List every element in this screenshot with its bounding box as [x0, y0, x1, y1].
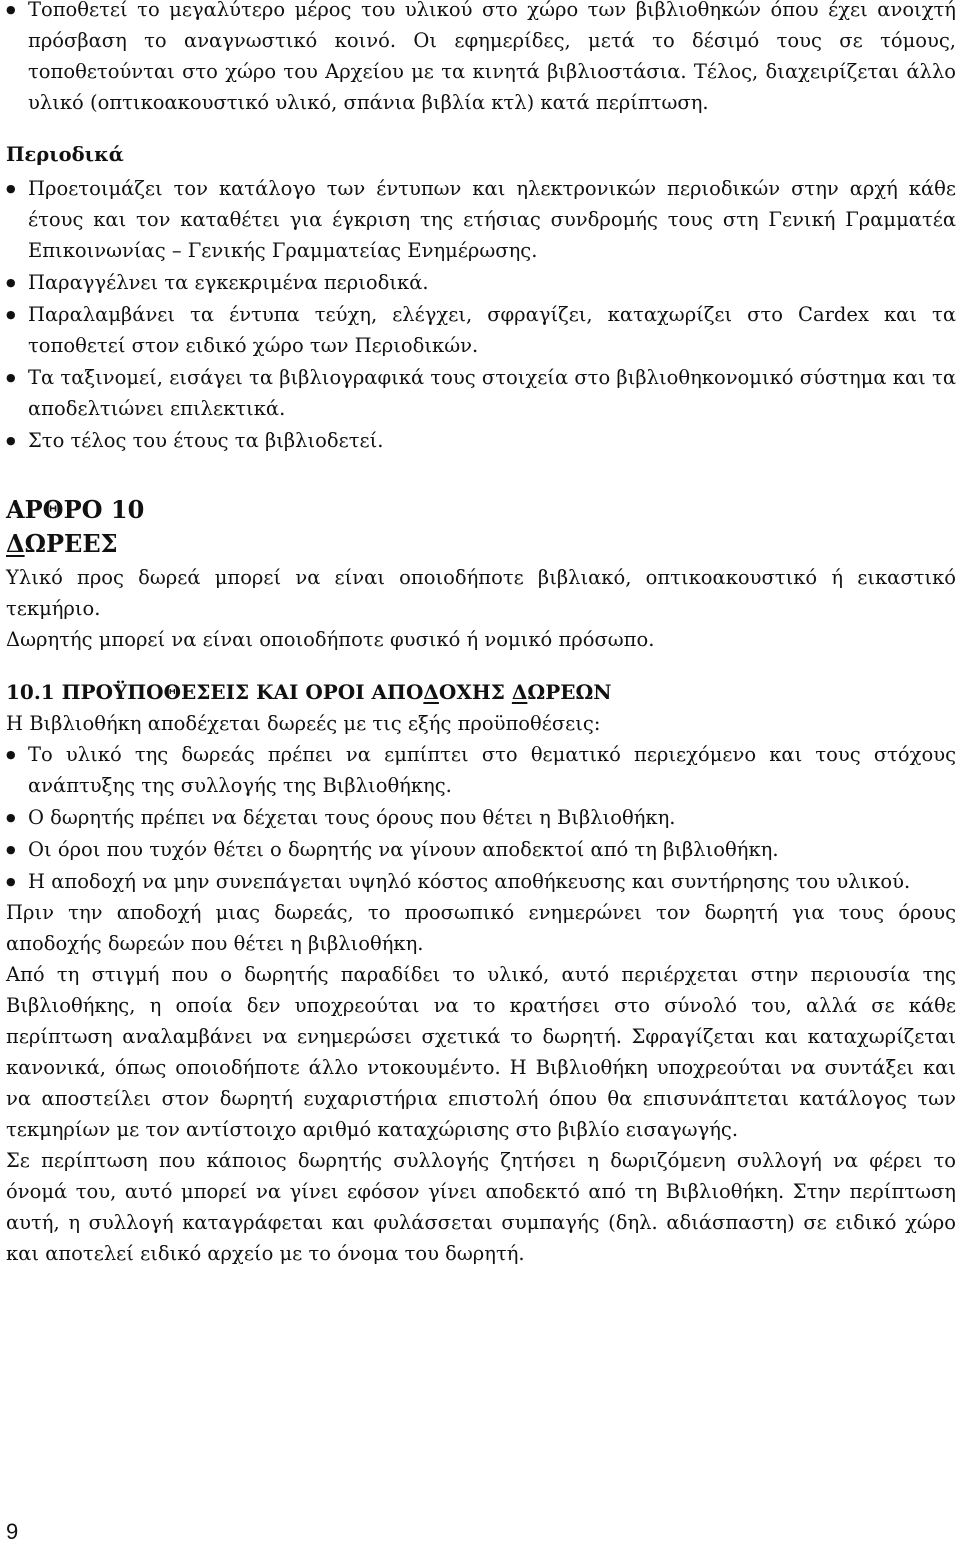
document-page — [6, 0, 956, 1269]
article-title-rest: ΩΡΕΕΣ — [24, 529, 118, 558]
article-intro-1: Υλικό προς δωρεά μπορεί να είναι οποιοδήποτε βιβλιακό, οπτικοακουστικό ή εικαστικό τεκμήριο. — [6, 566, 956, 620]
section-heading-part: Δ — [511, 680, 528, 704]
body-paragraph: Πριν την αποδοχή μιας δωρεάς, το προσωπικό ενημερώνει τον δωρητή για τους όρους αποδοχής δωρεών που θέτει η βιβλιοθήκη. — [6, 901, 956, 955]
list-item: ● Τοποθετεί το μεγαλύτερο μέρος του υλικού στο χώρο των βιβλιοθηκών όπου έχει ανοιχτή πρόσβαση το αναγνωστικό κοινό. Οι εφημερίδες, μετά το δέσιμό τους σε τόμους, τοποθετούνται στο χώρο του Αρχείου με τα κινητά βιβλιοστάσια. Τέλος, διαχειρίζεται άλλο υλικό (οπτικοακουστικό υλικό, σπάνια βιβλία κτλ) κατά περίπτωση. — [6, 0, 956, 118]
periodicals-heading: Περιοδικά — [6, 143, 124, 166]
list-item: ● Παραλαμβάνει τα έντυπα τεύχη, ελέγχει, σφραγίζει, καταχωρίζει στο Cardex και τα τοποθετεί στον ειδικό χώρο των Περιοδικών. — [6, 299, 956, 361]
list-item: ● Η αποδοχή να μην συνεπάγεται υψηλό κόστος αποθήκευσης και συντήρησης του υλικού. — [6, 866, 956, 897]
conditions-list — [6, 739, 956, 897]
periodicals-list — [6, 173, 956, 456]
list-item: ● Το υλικό της δωρεάς πρέπει να εμπίπτει στο θεματικό περιεχόμενο και τους στόχους ανάπτυξης της συλλογής της Βιβλιοθήκης. — [6, 739, 956, 801]
list-item: ● Τα ταξινομεί, εισάγει τα βιβλιογραφικά τους στοιχεία στο βιβλιοθηκονομικό σύστημα και τα αποδελτιώνει επιλεκτικά. — [6, 362, 956, 424]
body-paragraph: Από τη στιγμή που ο δωρητής παραδίδει το υλικό, αυτό περιέρχεται στην περιουσία της Βιβλιοθήκης, η οποία δεν υποχρεούται να το κρατήσει στο σύνολό του, αλλά σε κάθε περίπτωση αναλαμβάνει να ενημερώσει σχετικά το δωρητή. Σφραγίζεται και καταχωρίζεται κανονικά, όπως οποιοδήποτε άλλο ντοκουμέντο. Η Βιβλιοθήκη υποχρεούται να συντάξει και να αποστείλει στον δωρητή ευχαριστήρια επιστολή όπου θα επισυνάπτεται κατάλογος των τεκμηρίων με τον αντίστοιχο αριθμό καταχώρισης στο βιβλίο εισαγωγής. — [6, 963, 956, 1141]
section-heading-part: 10.1 ΠΡΟΫΠΟΘΕΣΕΙΣ ΚΑΙ ΟΡΟΙ ΑΠΟ — [6, 680, 424, 704]
article-title-initial: Δ — [6, 529, 25, 558]
list-item: ● Παραγγέλνει τα εγκεκριμένα περιοδικά. — [6, 267, 956, 298]
section-heading-part: ΟΧΗΣ — [438, 680, 512, 704]
section-heading-part: ΩΡΕΩΝ — [527, 680, 612, 704]
top-list — [6, 0, 956, 118]
article-intro-2: Δωρητής μπορεί να είναι οποιοδήποτε φυσικό ή νομικό πρόσωπο. — [6, 628, 655, 651]
body-paragraph: Σε περίπτωση που κάποιος δωρητής συλλογής ζητήσει η δωριζόμενη συλλογή να φέρει το όνομά του, αυτό μπορεί να γίνει εφόσον γίνει αποδεκτό από τη Βιβλιοθήκη. Στην περίπτωση αυτή, η συλλογή καταγράφεται και φυλάσσεται συμπαγής (δηλ. αδιάσπαστη) σε ειδικό χώρο και αποτελεί ειδικό αρχείο με το όνομα του δωρητή. — [6, 1149, 956, 1265]
page-number: 9 — [6, 1519, 19, 1544]
list-item: ● Στο τέλος του έτους τα βιβλιοδετεί. — [6, 425, 956, 456]
section-heading — [6, 677, 956, 708]
section-heading-part: Δ — [423, 680, 439, 704]
article-title — [6, 527, 956, 561]
section-lead: Η Βιβλιοθήκη αποδέχεται δωρεές με τις εξής προϋποθέσεις: — [6, 712, 601, 735]
list-item: ● Προετοιμάζει τον κατάλογο των έντυπων και ηλεκτρονικών περιοδικών στην αρχή κάθε έτους και τον καταθέτει για έγκριση της ετήσιας συνδρομής τους στη Γενική Γραμματέα Επικοινωνίας – Γενικής Γραμματείας Ενημέρωσης. — [6, 173, 956, 266]
list-item: ● Ο δωρητής πρέπει να δέχεται τους όρους που θέτει η Βιβλιοθήκη. — [6, 802, 956, 833]
list-item: ● Οι όροι που τυχόν θέτει ο δωρητής να γίνουν αποδεκτοί από τη βιβλιοθήκη. — [6, 834, 956, 865]
article-number: ΑΡΘΡΟ 10 — [6, 495, 145, 524]
